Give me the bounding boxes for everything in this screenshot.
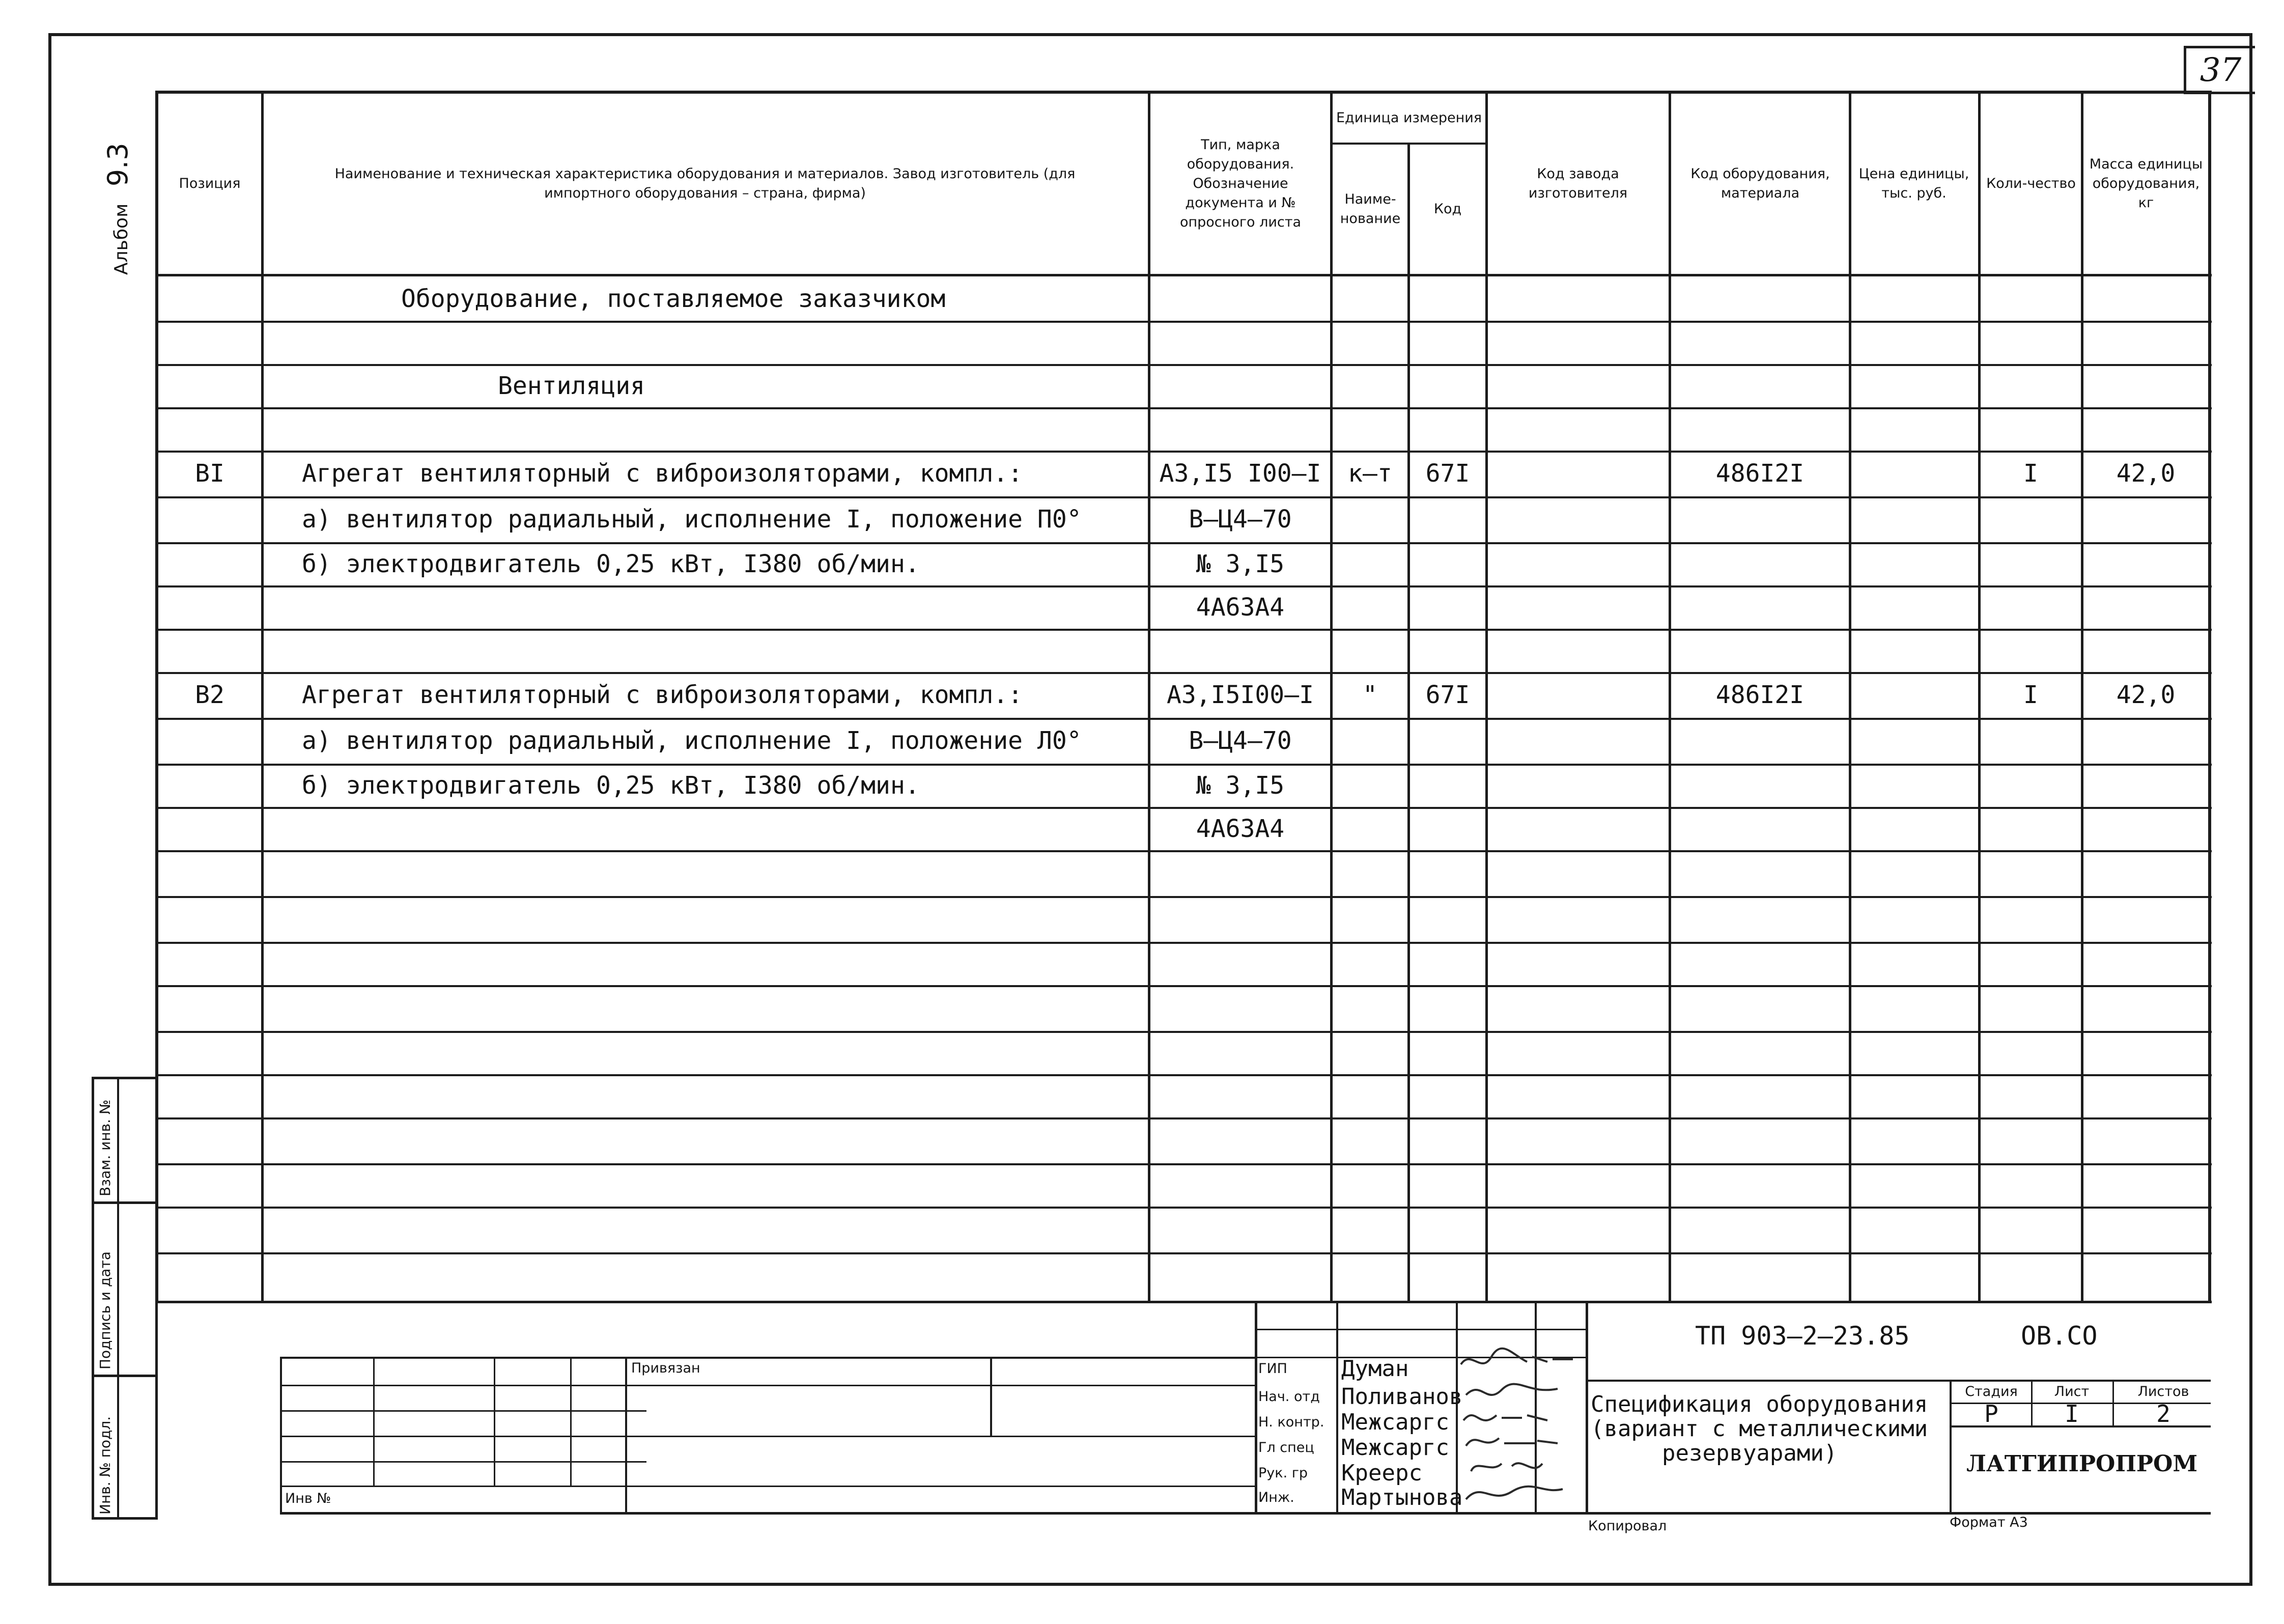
role-person: Межсаргс	[1341, 1435, 1449, 1461]
signature-3	[1463, 1415, 1547, 1420]
tb-line	[373, 1357, 375, 1487]
signature-4	[1466, 1438, 1558, 1446]
cell-mass	[2083, 407, 2208, 451]
cell-name	[264, 585, 1148, 629]
col-line	[1485, 92, 1488, 1303]
header-name: Наименование и техническая характеристика оборудования и материалов. Завод изготовитель (для импортного оборудования – страна, фирма)	[334, 166, 1076, 201]
cell-pos	[158, 807, 261, 850]
left-strip-row-line	[92, 1375, 158, 1377]
doc-title-line-1: Спецификация оборудования	[1591, 1391, 1928, 1417]
sheet-value: I	[2065, 1400, 2079, 1427]
role-label: ГИП	[1258, 1361, 1287, 1377]
cell-name	[264, 321, 1148, 364]
format-label: Формат А3	[1950, 1515, 2028, 1530]
cell-mass	[2083, 364, 2208, 407]
cell-name: а) вентилятор радиальный, исполнение I, положение П0°	[302, 505, 1082, 534]
sheets-label: Листов	[2137, 1384, 2189, 1399]
cell-pos	[158, 276, 261, 321]
tb-bottom-line	[280, 1512, 1588, 1515]
cell-name: Оборудование, поставляемое заказчиком	[401, 284, 946, 313]
cell-qty	[1981, 764, 2081, 807]
header-unit-group: Единица измерения	[1336, 110, 1482, 126]
role-label: Рук. гр	[1258, 1465, 1308, 1481]
cell-pos	[158, 629, 261, 672]
table-right-line	[2208, 92, 2211, 1303]
col-line	[1849, 92, 1851, 1303]
tb-line	[2112, 1380, 2114, 1425]
cell-unit	[1333, 364, 1407, 407]
row-line	[155, 1163, 2212, 1165]
cell-pos	[158, 718, 261, 764]
cell-unit	[1333, 407, 1407, 451]
cell-unit	[1333, 321, 1407, 364]
tb-line	[570, 1357, 572, 1487]
cell-mass	[2083, 629, 2208, 672]
tb-line	[625, 1357, 627, 1512]
cell-type: A3,I5 I00–I	[1159, 459, 1321, 488]
cell-unit	[1333, 276, 1407, 321]
tb-line	[280, 1486, 1257, 1487]
tb-line	[280, 1436, 1257, 1437]
header-unit-name: Наиме-нование	[1340, 191, 1401, 227]
inv-no-label: Инв №	[285, 1491, 331, 1506]
cell-name	[264, 407, 1148, 451]
role-label: Гл спец	[1258, 1440, 1314, 1455]
tb-line	[280, 1410, 646, 1412]
cell-type	[1150, 629, 1330, 672]
header-price: Цена единицы, тыс. руб.	[1858, 166, 1969, 201]
cell-code	[1410, 807, 1485, 850]
row-line	[155, 1117, 2212, 1119]
cell-name: Агрегат вентиляторный с виброизоляторами, компл.:	[302, 681, 1023, 709]
signature-1	[1461, 1349, 1573, 1364]
cell-mass	[2083, 321, 2208, 364]
tb-line	[280, 1385, 1257, 1386]
cell-name	[264, 807, 1148, 850]
cell-code	[1410, 585, 1485, 629]
table-bottom-line	[155, 1301, 2212, 1303]
cell-eqcode	[1671, 585, 1849, 629]
row-line	[155, 1207, 2212, 1209]
cell-mass: 42,0	[2116, 459, 2176, 488]
cell-mass	[2083, 276, 2208, 321]
original-inv-label: Инв. № подл.	[97, 1416, 114, 1515]
tb-line	[280, 1461, 646, 1463]
cell-qty	[1981, 364, 2081, 407]
cell-eqcode	[1671, 764, 1849, 807]
tb-line	[2031, 1380, 2033, 1425]
cell-type: № 3,I5	[1196, 549, 1285, 578]
cell-qty	[1981, 321, 2081, 364]
cell-mass	[2083, 496, 2208, 542]
stage-value: Р	[1984, 1400, 1998, 1427]
signature-date-label: Подпись и дата	[97, 1251, 114, 1369]
cell-eqcode	[1671, 629, 1849, 672]
tb-line	[494, 1357, 495, 1487]
cell-qty	[1981, 407, 2081, 451]
cell-unit	[1333, 585, 1407, 629]
cell-qty	[1981, 718, 2081, 764]
doc-suffix: ОВ.СО	[2021, 1321, 2098, 1351]
attached-label: Привязан	[631, 1360, 700, 1376]
cell-eqcode	[1671, 321, 1849, 364]
replacement-inv-label: Взам. инв. №	[97, 1099, 114, 1196]
header-equipment-code: Код оборудования, материала	[1690, 166, 1830, 201]
cell-type	[1150, 364, 1330, 407]
doc-title-line-3: резервуарами)	[1662, 1440, 1838, 1466]
cell-name: Агрегат вентиляторный с виброизоляторами, компл.:	[302, 459, 1023, 488]
role-person: Мартынова	[1341, 1485, 1463, 1510]
cell-pos	[158, 542, 261, 585]
left-strip-row-line	[92, 1201, 158, 1204]
cell-mass	[2083, 542, 2208, 585]
cell-pos	[158, 585, 261, 629]
cell-eqcode	[1671, 364, 1849, 407]
signature-5	[1471, 1463, 1542, 1471]
cell-unit	[1333, 496, 1407, 542]
tb-line	[280, 1357, 1257, 1359]
album-label-text: Альбом	[111, 203, 132, 275]
row-line	[155, 942, 2212, 944]
tb-line	[1587, 1380, 2211, 1382]
cell-qty	[1981, 807, 2081, 850]
tb-line	[1255, 1303, 1257, 1515]
cell-type: 4A63A4	[1196, 593, 1285, 622]
cell-eqcode	[1671, 807, 1849, 850]
cell-type	[1150, 407, 1330, 451]
role-label: Нач. отд	[1258, 1389, 1320, 1405]
cell-code: 67I	[1425, 459, 1470, 488]
cell-qty	[1981, 585, 2081, 629]
cell-qty	[1981, 629, 2081, 672]
role-person: Межсаргс	[1341, 1409, 1449, 1435]
tb-line	[1587, 1512, 2211, 1515]
signature-6	[1466, 1487, 1563, 1499]
cell-type: B–Ц4–70	[1189, 505, 1292, 534]
cell-name: а) вентилятор радиальный, исполнение I, положение Л0°	[302, 726, 1082, 755]
cell-type: A3,I5I00–I	[1167, 681, 1314, 709]
cell-mass	[2083, 807, 2208, 850]
sheet-number: 37	[2184, 46, 2255, 94]
cell-name: Вентиляция	[498, 371, 645, 400]
header-quantity: Коли-чество	[1986, 176, 2076, 191]
cell-code	[1410, 629, 1485, 672]
cell-type: 4A63A4	[1196, 814, 1285, 843]
role-person: Креерс	[1341, 1460, 1422, 1486]
cell-pos	[158, 407, 261, 451]
header-unit-code: Код	[1433, 201, 1462, 217]
signature-2	[1466, 1384, 1558, 1395]
role-person: Поливанов	[1341, 1384, 1463, 1410]
cell-qty	[1981, 276, 2081, 321]
cell-pos	[158, 321, 261, 364]
cell-unit	[1333, 718, 1407, 764]
copied-label: Копировал	[1588, 1518, 1667, 1534]
role-person: Думан	[1341, 1356, 1409, 1382]
row-line	[155, 1252, 2212, 1254]
cell-eqcode	[1671, 407, 1849, 451]
row-line	[155, 1074, 2212, 1076]
cell-pos	[158, 496, 261, 542]
cell-name: б) электродвигатель 0,25 кВт, I380 об/мин.	[302, 771, 920, 800]
cell-code	[1410, 542, 1485, 585]
cell-unit	[1333, 629, 1407, 672]
cell-mass	[2083, 585, 2208, 629]
row-line	[155, 896, 2212, 898]
cell-qty	[1981, 542, 2081, 585]
cell-eqcode	[1671, 276, 1849, 321]
cell-eqcode	[1671, 496, 1849, 542]
cell-type: B–Ц4–70	[1189, 726, 1292, 755]
album-label	[102, 143, 134, 275]
cell-unit	[1333, 807, 1407, 850]
cell-type: № 3,I5	[1196, 771, 1285, 800]
cell-name	[264, 629, 1148, 672]
row-line	[155, 1031, 2212, 1033]
cell-eqcode	[1671, 718, 1849, 764]
stage-label: Стадия	[1965, 1384, 2018, 1399]
tb-line	[1950, 1380, 1952, 1515]
cell-type	[1150, 276, 1330, 321]
cell-eqcode: 486I2I	[1715, 681, 1804, 709]
left-strip-divider	[117, 1077, 119, 1520]
album-number: 9.3	[102, 143, 134, 187]
cell-code	[1410, 764, 1485, 807]
sheet-label: Лист	[2054, 1384, 2090, 1399]
doc-title	[1591, 1392, 1947, 1466]
cell-name: б) электродвигатель 0,25 кВт, I380 об/мин.	[302, 549, 920, 578]
tb-line	[1336, 1303, 1338, 1515]
signatures-graphic	[1456, 1329, 1588, 1515]
cell-pos	[158, 764, 261, 807]
cell-unit: к–т	[1348, 459, 1392, 488]
cell-code	[1410, 407, 1485, 451]
cell-eqcode: 486I2I	[1715, 459, 1804, 488]
doc-code: ТП 903–2–23.85	[1695, 1321, 1910, 1351]
role-label: Инж.	[1258, 1490, 1294, 1505]
cell-qty	[1981, 496, 2081, 542]
cell-unit: "	[1363, 681, 1377, 709]
cell-mass	[2083, 764, 2208, 807]
cell-pos: B2	[195, 681, 224, 709]
cell-code	[1410, 718, 1485, 764]
cell-code	[1410, 321, 1485, 364]
cell-code	[1410, 364, 1485, 407]
cell-pos: BI	[195, 459, 224, 488]
doc-title-line-2: (вариант с металлическими	[1591, 1416, 1928, 1442]
cell-type	[1150, 321, 1330, 364]
header-position: Позиция	[179, 176, 241, 191]
cell-eqcode	[1671, 542, 1849, 585]
sheets-value: 2	[2156, 1400, 2170, 1427]
cell-mass	[2083, 718, 2208, 764]
cell-mass: 42,0	[2116, 681, 2176, 709]
tb-line	[990, 1357, 992, 1436]
cell-code	[1410, 276, 1485, 321]
header-mass: Масса единицы оборудования, кг	[2089, 156, 2203, 211]
cell-code: 67I	[1425, 681, 1470, 709]
organization: ЛАТГИПРОПРОМ	[1966, 1451, 2198, 1477]
row-line	[155, 985, 2212, 987]
header-factory-code: Код завода изготовителя	[1528, 166, 1628, 201]
cell-unit	[1333, 542, 1407, 585]
cell-qty: I	[2023, 681, 2038, 709]
row-line	[155, 850, 2212, 852]
cell-unit	[1333, 764, 1407, 807]
tb-line	[280, 1357, 282, 1512]
header-type: Тип, марка оборудования. Обозначение документа и № опросного листа	[1179, 137, 1302, 230]
cell-qty: I	[2023, 459, 2038, 488]
cell-code	[1410, 496, 1485, 542]
role-label: Н. контр.	[1258, 1414, 1324, 1430]
cell-pos	[158, 364, 261, 407]
